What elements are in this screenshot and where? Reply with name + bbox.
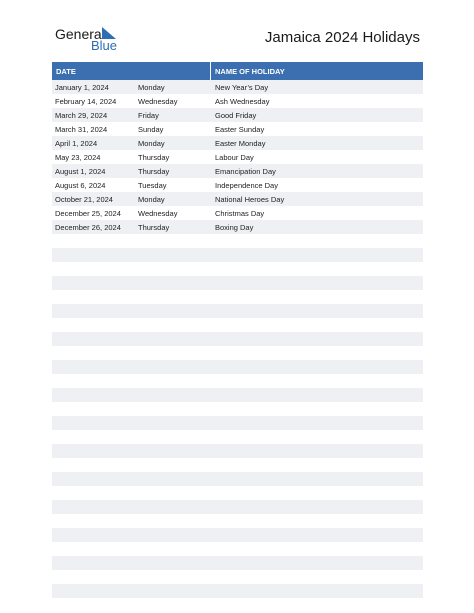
table-row bbox=[52, 136, 423, 150]
row-date: May 23, 2024 bbox=[55, 152, 101, 162]
table-row bbox=[52, 486, 423, 500]
table-row bbox=[52, 472, 423, 486]
table-row bbox=[52, 262, 423, 276]
table-row bbox=[52, 192, 423, 206]
table-row bbox=[52, 220, 423, 234]
table-row bbox=[52, 304, 423, 318]
table-row bbox=[52, 94, 423, 108]
table-row bbox=[52, 150, 423, 164]
table-row bbox=[52, 346, 423, 360]
header-date: DATE bbox=[52, 62, 211, 80]
logo bbox=[55, 26, 135, 54]
row-holiday-name: Easter Monday bbox=[215, 138, 266, 148]
table-row bbox=[52, 122, 423, 136]
row-date: August 1, 2024 bbox=[55, 166, 106, 176]
table-row bbox=[52, 598, 423, 612]
row-weekday: Sunday bbox=[138, 124, 164, 134]
row-weekday: Monday bbox=[138, 82, 165, 92]
row-holiday-name: Emancipation Day bbox=[215, 166, 276, 176]
table-row bbox=[52, 248, 423, 262]
table-row bbox=[52, 542, 423, 556]
table-row bbox=[52, 360, 423, 374]
table-row bbox=[52, 374, 423, 388]
table-row bbox=[52, 416, 423, 430]
table-row bbox=[52, 318, 423, 332]
header-holiday-name: NAME OF HOLIDAY bbox=[215, 66, 285, 76]
row-weekday: Tuesday bbox=[138, 180, 167, 190]
table-row bbox=[52, 402, 423, 416]
row-date: December 26, 2024 bbox=[55, 222, 121, 232]
table-row bbox=[52, 80, 423, 94]
logo-general-text: General bbox=[55, 26, 105, 42]
table-row bbox=[52, 164, 423, 178]
row-date: March 31, 2024 bbox=[55, 124, 108, 134]
logo-blue-text: Blue bbox=[91, 38, 118, 53]
row-date: October 21, 2024 bbox=[55, 194, 113, 204]
page-title: Jamaica 2024 Holidays bbox=[264, 29, 420, 46]
holiday-table bbox=[52, 62, 423, 612]
row-holiday-name: Boxing Day bbox=[215, 222, 254, 232]
row-weekday: Friday bbox=[138, 110, 159, 120]
table-row bbox=[52, 332, 423, 346]
table-row bbox=[52, 276, 423, 290]
row-holiday-name: Ash Wednesday bbox=[215, 96, 270, 106]
row-weekday: Monday bbox=[138, 194, 165, 204]
row-weekday: Thursday bbox=[138, 222, 170, 232]
table-row bbox=[52, 556, 423, 570]
row-date: December 25, 2024 bbox=[55, 208, 121, 218]
table-row bbox=[52, 430, 423, 444]
row-date: March 29, 2024 bbox=[55, 110, 108, 120]
table-row bbox=[52, 500, 423, 514]
row-holiday-name: Independence Day bbox=[215, 180, 278, 190]
table-row bbox=[52, 290, 423, 304]
row-weekday: Monday bbox=[138, 138, 165, 148]
row-holiday-name: Easter Sunday bbox=[215, 124, 265, 134]
table-header bbox=[52, 62, 423, 80]
table-row bbox=[52, 444, 423, 458]
row-date: January 1, 2024 bbox=[55, 82, 109, 92]
row-weekday: Wednesday bbox=[138, 208, 178, 218]
table-row bbox=[52, 584, 423, 598]
table-body bbox=[52, 80, 423, 612]
table-row bbox=[52, 108, 423, 122]
row-date: February 14, 2024 bbox=[55, 96, 117, 106]
table-row bbox=[52, 234, 423, 248]
table-row bbox=[52, 570, 423, 584]
row-holiday-name: Christmas Day bbox=[215, 208, 265, 218]
table-row bbox=[52, 206, 423, 220]
table-row bbox=[52, 178, 423, 192]
row-weekday: Wednesday bbox=[138, 96, 178, 106]
table-row bbox=[52, 514, 423, 528]
row-date: April 1, 2024 bbox=[55, 138, 98, 148]
table-row bbox=[52, 528, 423, 542]
row-holiday-name: Good Friday bbox=[215, 110, 257, 120]
row-date: August 6, 2024 bbox=[55, 180, 106, 190]
table-row bbox=[52, 388, 423, 402]
row-holiday-name: National Heroes Day bbox=[215, 194, 285, 204]
row-holiday-name: New Year’s Day bbox=[215, 82, 269, 92]
table-row bbox=[52, 458, 423, 472]
row-weekday: Thursday bbox=[138, 152, 170, 162]
row-weekday: Thursday bbox=[138, 166, 170, 176]
row-holiday-name: Labour Day bbox=[215, 152, 254, 162]
